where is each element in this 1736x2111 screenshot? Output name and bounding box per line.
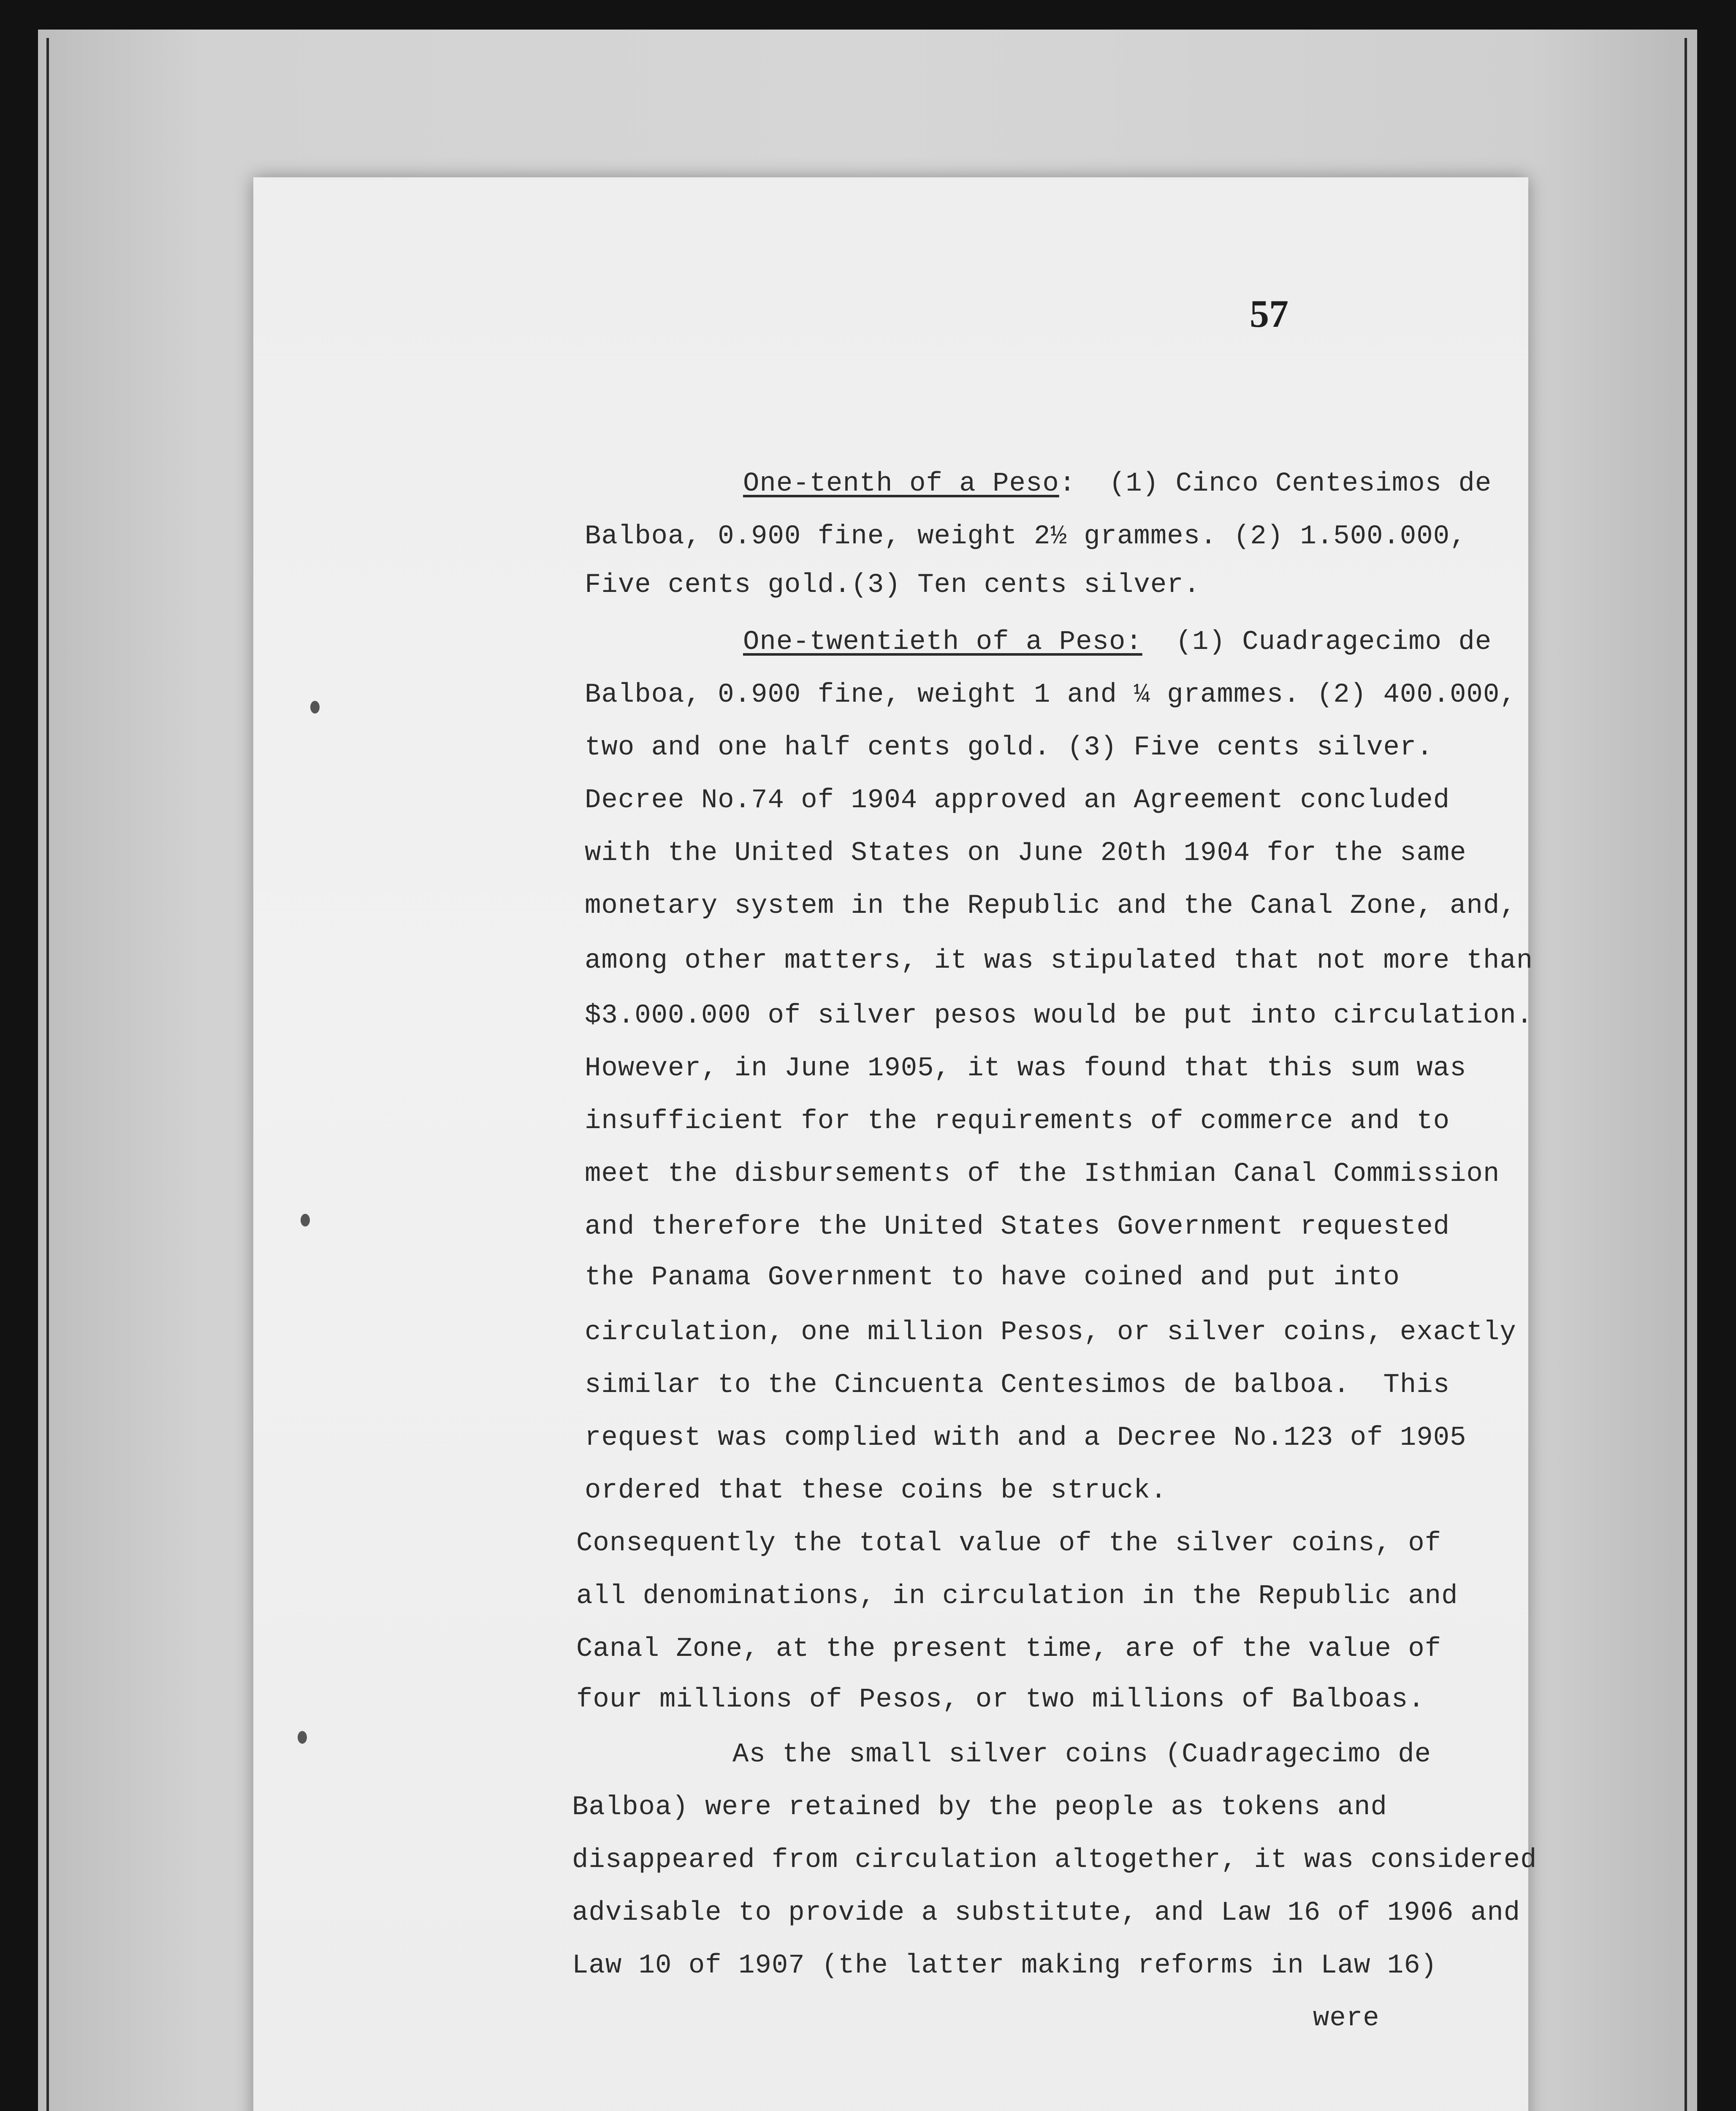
line-text: Balboa, 0.900 fine, weight 1 and ¼ grammes. (2) 400.000, <box>585 680 1516 710</box>
line-text: ordered that these coins be struck. <box>585 1476 1167 1506</box>
underlined-heading: One-twentieth of a Peso: <box>743 627 1142 657</box>
line-text: Balboa) were retained by the people as tokens and <box>572 1792 1387 1823</box>
text-line <box>743 469 1492 499</box>
line-text: were <box>1313 2003 1380 2034</box>
text-line <box>585 1106 1450 1137</box>
line-text: with the United States on June 20th 1904 for the same <box>585 838 1467 868</box>
line-text: (1) Cuadragecimo de <box>1142 627 1492 657</box>
text-line <box>585 838 1467 868</box>
text-line <box>576 1528 1441 1559</box>
text-line <box>576 1581 1458 1612</box>
text-line <box>732 1739 1431 1770</box>
punch-hole-1 <box>310 701 320 714</box>
line-text: Decree No.74 of 1904 approved an Agreement concluded <box>585 785 1450 816</box>
line-text: Five cents gold.(3) Ten cents silver. <box>585 570 1201 600</box>
text-line <box>585 1262 1400 1293</box>
text-line <box>585 785 1450 816</box>
text-line <box>585 1370 1450 1400</box>
text-line <box>585 1476 1167 1506</box>
line-text: $3.000.000 of silver pesos would be put into circulation. <box>585 1001 1533 1031</box>
text-line <box>572 1792 1387 1823</box>
text-line <box>576 1634 1441 1664</box>
text-line <box>585 1053 1467 1084</box>
line-text: Law 10 of 1907 (the latter making reforms in Law 16) <box>572 1951 1438 1981</box>
text-line <box>585 1001 1533 1031</box>
page-number: 57 <box>1250 292 1288 335</box>
line-text: four millions of Pesos, or two millions of Balboas. <box>576 1685 1425 1715</box>
line-text: Consequently the total value of the silver coins, of <box>576 1528 1442 1559</box>
line-text: and therefore the United States Government requested <box>585 1212 1450 1242</box>
text-line <box>572 1845 1537 1875</box>
line-text: advisable to provide a substitute, and Law 16 of 1906 and <box>572 1898 1521 1928</box>
text-line <box>572 1951 1437 1981</box>
line-text: similar to the Cincuenta Centesimos de balboa. This <box>585 1370 1450 1400</box>
text-line <box>585 1423 1467 1453</box>
line-text: all denominations, in circulation in the Republic and <box>576 1581 1458 1612</box>
line-text: two and one half cents gold. (3) Five cents silver. <box>585 733 1433 763</box>
line-text: Canal Zone, at the present time, are of the value of <box>576 1634 1442 1664</box>
line-text: request was complied with and a Decree No.123 of 1905 <box>585 1423 1467 1453</box>
frame-border-left <box>46 38 49 2111</box>
text-line <box>585 1212 1450 1242</box>
text-line <box>572 1898 1520 1928</box>
text-line <box>585 1159 1500 1189</box>
frame-border-right <box>1684 38 1687 2111</box>
text-line <box>585 733 1433 763</box>
text-line <box>585 946 1533 976</box>
line-text: : (1) Cinco Centesimos de <box>1059 469 1492 499</box>
text-line <box>585 521 1467 552</box>
text-line <box>743 627 1492 657</box>
line-text: insufficient for the requirements of commerce and to <box>585 1106 1450 1137</box>
text-line <box>576 1685 1425 1715</box>
underlined-heading: One-tenth of a Peso <box>743 469 1059 499</box>
punch-hole-2 <box>301 1214 310 1226</box>
line-text: meet the disbursements of the Isthmian Canal Commission <box>585 1159 1500 1189</box>
text-line <box>585 570 1200 600</box>
text-line <box>585 891 1516 921</box>
line-text: Balboa, 0.900 fine, weight 2½ grammes. (2) 1.500.000, <box>585 521 1467 552</box>
text-line <box>585 1317 1516 1348</box>
text-line <box>585 680 1516 710</box>
line-text: circulation, one million Pesos, or silver coins, exactly <box>585 1317 1516 1348</box>
line-text: among other matters, it was stipulated that not more than <box>585 946 1533 976</box>
line-text: monetary system in the Republic and the Canal Zone, and, <box>585 891 1516 921</box>
line-text: However, in June 1905, it was found that this sum was <box>585 1053 1467 1084</box>
line-text: the Panama Government to have coined and put into <box>585 1262 1400 1293</box>
punch-hole-3 <box>298 1731 307 1744</box>
line-text: disappeared from circulation altogether, it was considered <box>572 1845 1537 1875</box>
line-text: As the small silver coins (Cuadragecimo de <box>732 1739 1432 1770</box>
text-line <box>1313 2003 1380 2034</box>
